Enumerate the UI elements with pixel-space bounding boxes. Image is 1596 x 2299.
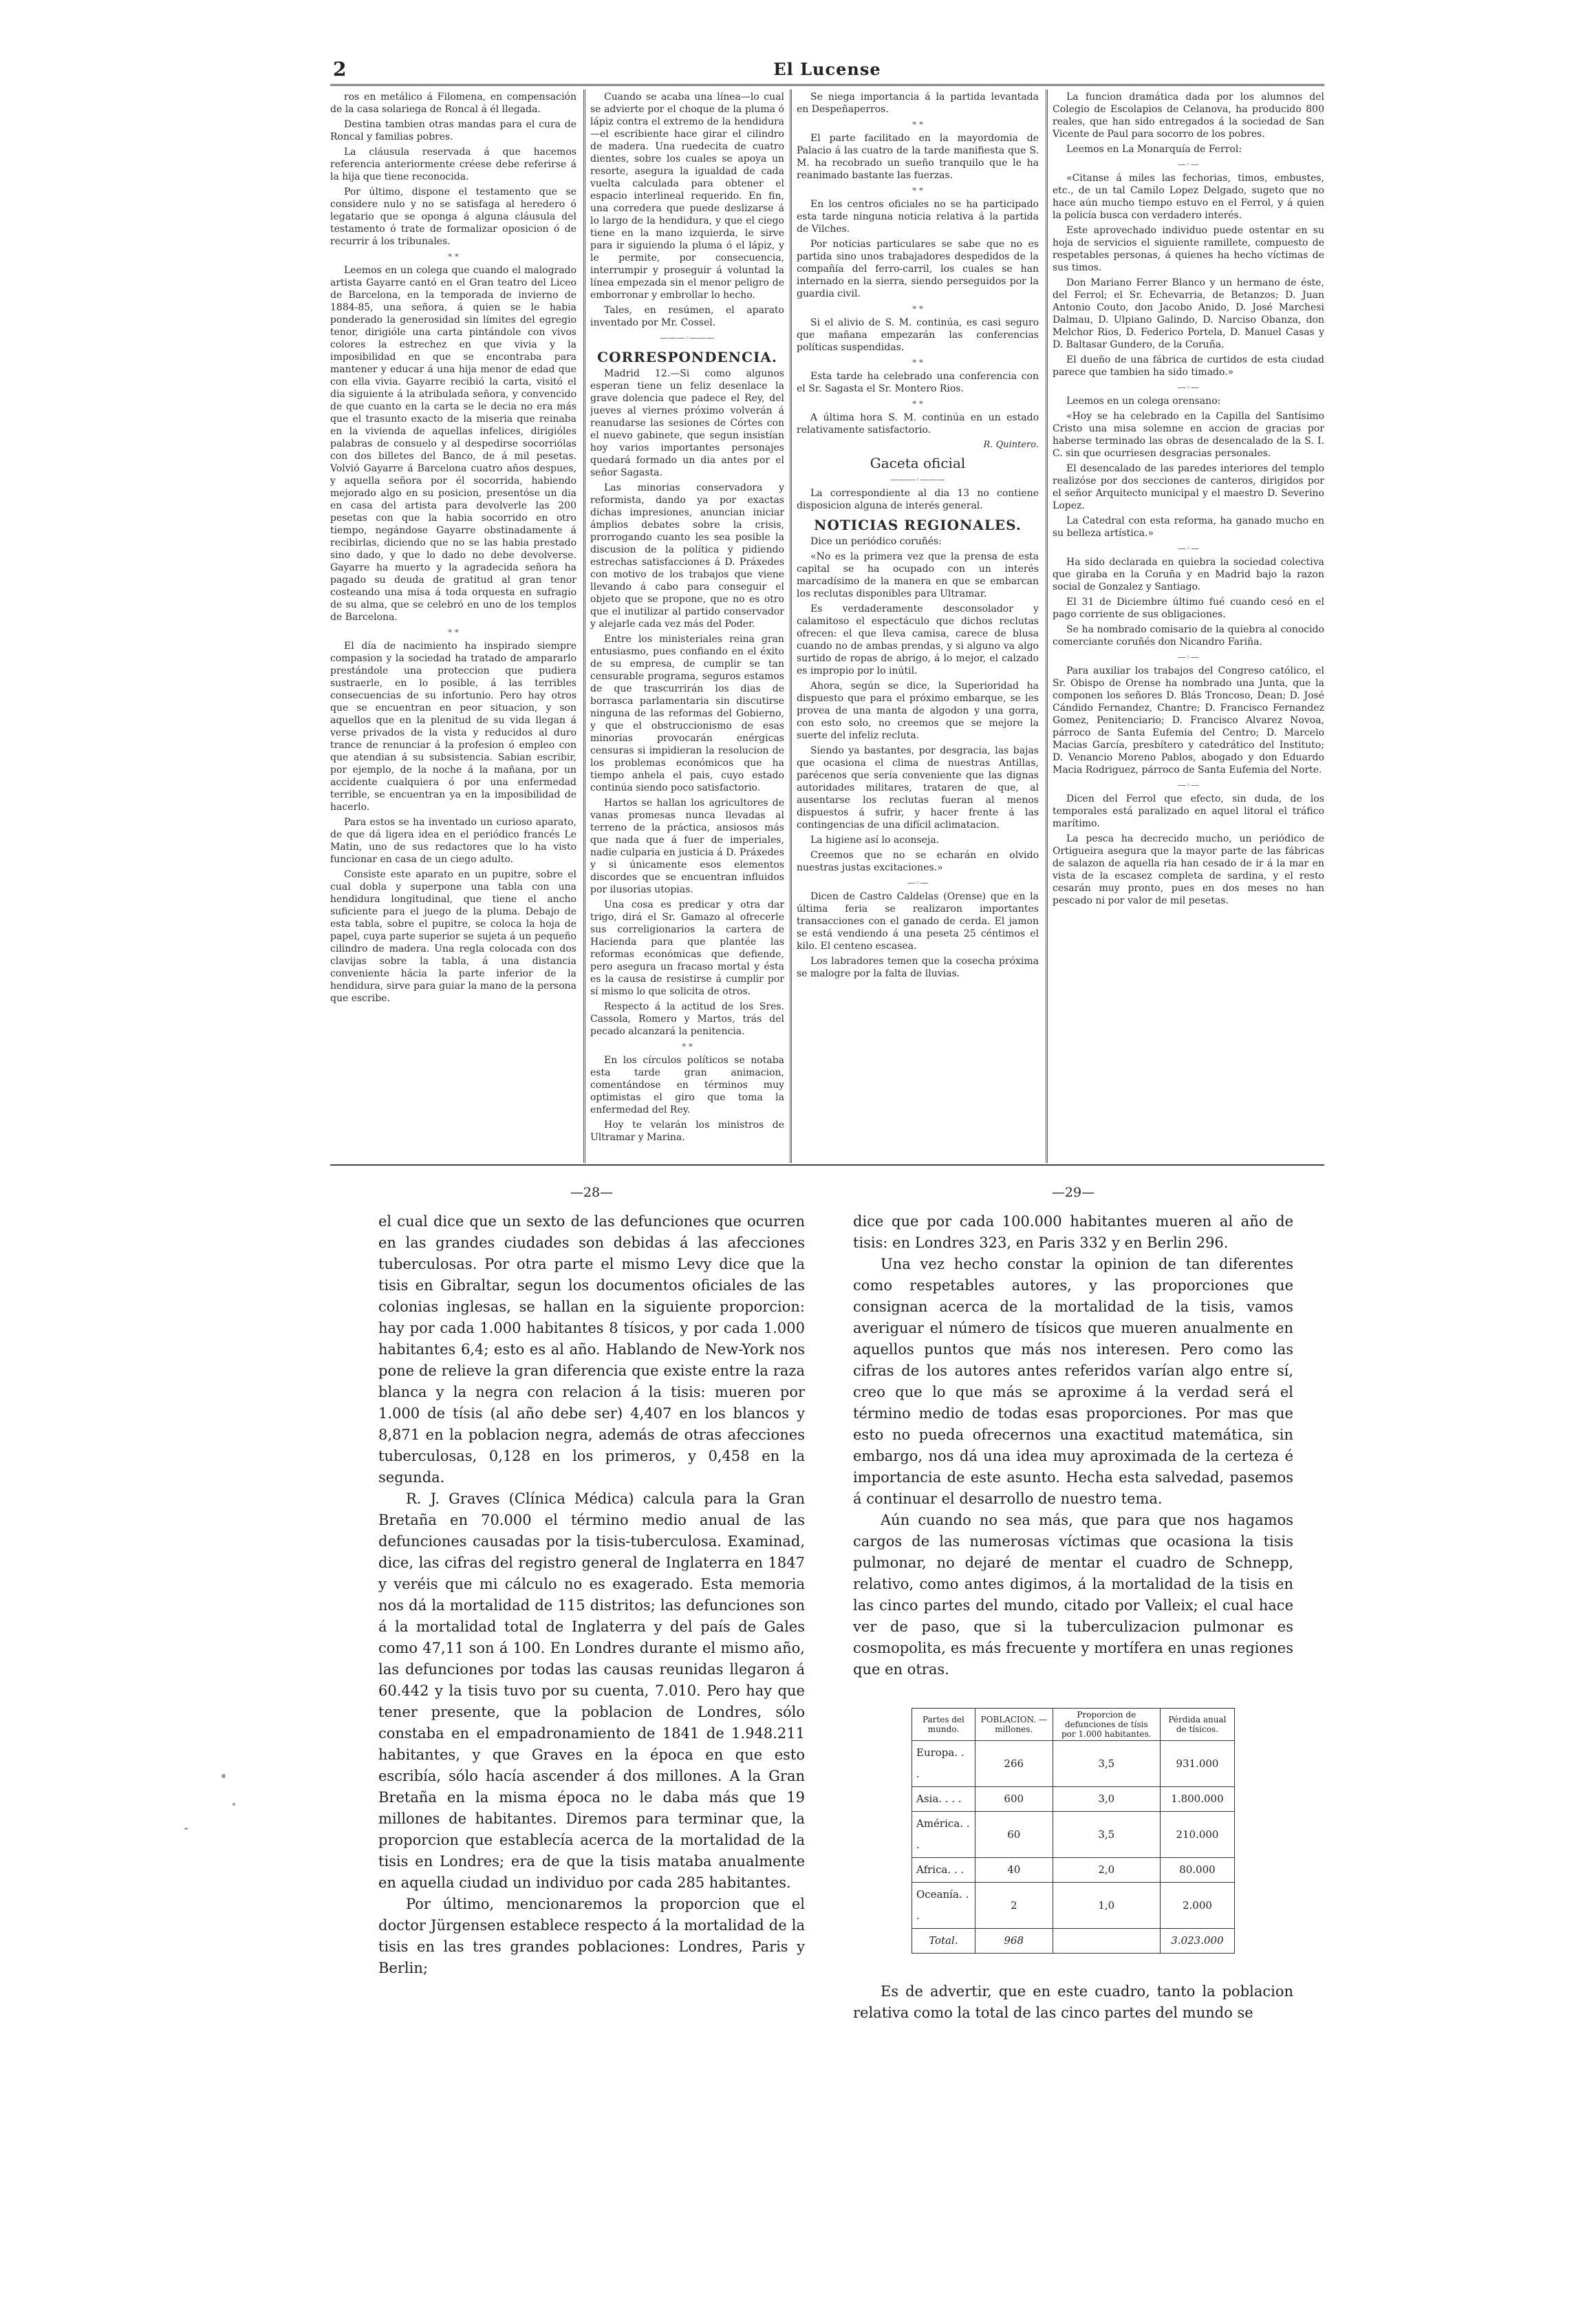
table-cell: 3,0 — [1053, 1787, 1160, 1812]
news-paragraph: Hartos se hallan los agricultores de vanas promesas nunca llevadas al terreno de la práctica, ansiosos más que nada que á fuer de imperiales, nadie culparia en justicia á D. Práxedes y si únicamente esos elementos discordes que se encuentran influidos por ilusorias utopias. — [590, 798, 784, 895]
table-cell: 931.000 — [1160, 1741, 1234, 1787]
newspaper-header — [330, 58, 1324, 81]
table-cell: 600 — [975, 1787, 1053, 1812]
section-title-correspondencia: CORRESPONDENCIA. — [597, 349, 777, 365]
table-header-cell: POBLACION. — millones. — [975, 1709, 1053, 1741]
book-paragraph: Es de advertir, que en este cuadro, tanto la poblacion relativa como la total de las cinco partes del mundo se — [853, 1983, 1293, 2021]
scan-speck — [184, 1828, 188, 1830]
news-paragraph: «Hoy se ha celebrado en la Capilla del Santísimo Cristo una misa solemne en accion de gracias por haberse terminado las obras de desencalado de la S. I. C. sin que ocurriesen desgracias personales. — [1053, 411, 1324, 459]
scan-speck — [233, 1803, 235, 1806]
table-cell: 3.023.000 — [1160, 1929, 1234, 1954]
news-paragraph: Respecto á la actitud de los Sres. Cassola, Romero y Martos, trás del pecado alcanzará la penitencia. — [590, 1001, 784, 1037]
table-row — [912, 1883, 1235, 1929]
table-cell: 80.000 — [1160, 1858, 1234, 1883]
news-paragraph: Leemos en un colega que cuando el malogrado artista Gayarre cantó en el Gran teatro del Liceo de Barcelona, en la temporada de invierno de 1884-85, una señora, á quien se le habia ponderado la generosidad sin límites del egregio tenor, dirigióle una carta pintándole con vivos colores la estrechez en que vivia y la imposibilidad en que se encontraba para mantener y educar á una hija menor de edad que con ella vivia. Gayarre recibió la carta, visitó el dia siguiente á la atribulada señora, y convencido de que cuanto en la carta se le decia no era más que el trasunto exacto de la miseria que reinaba en la vivienda de aquellas infelices, dirigióles palabras de consuelo y al despedirse socorriólas con dos billetes del Banco, de á mil pesetas. Volvió Gayarre á Barcelona cuatro años despues, y aquella señora por él socorrida, habiendo mejorado algo en su posicion, presentóse un dia en casa del artista para devolverle las 200 pesetas con que la habia socorrido en otro tiempo, negándose Gayarre obstinadamente á recibirlas, diciendo que no se las habia prestado sino dado, y que lo dado no debe devolverse. Gayarre ha muerto y la agradecida señora ha pagado su deuda de gratitud al gran tenor costeando una misa á toda orquesta en sufragio de su alma, que se celebró en uno de los templos de Barcelona. — [330, 265, 576, 623]
book-paragraph: Por último, mencionaremos la proporcion que el doctor Jürgensen establece respecto á la mortalidad de la tisis en las tres grandes poblaciones: Londres, Paris y Berlin; — [378, 1896, 805, 1976]
table-cell: 210.000 — [1160, 1812, 1234, 1858]
news-paragraph: El desencalado de las paredes interiores del templo realizóse por dos secciones de canteros, dirigidos por el señor Arquitecto municipal y el maestro D. Severino Lopez. — [1053, 463, 1324, 511]
news-column-3 — [797, 91, 1039, 1159]
news-paragraph: El parte facilitado en la mayordomia de Palacio á las cuatro de la tarde manifiesta que S. M. ha recobrado un sueño tranquilo que le ha reanimado bastante las fuerzas. — [797, 133, 1039, 181]
book-page-right — [853, 1211, 1293, 2174]
table-cell: Total. — [912, 1929, 975, 1954]
news-paragraph: Una cosa es predicar y otra dar trigo, dirá el Sr. Gamazo al ofrecerle sus correligionarios la cartera de Hacienda para que plantée las reformas económicas que defiende, pero asegura un fracaso mortal y ésta es la causa de resistirse á cumplir por sí mismo lo que solicita de otros. — [590, 899, 784, 997]
ornament-rule: ———◦——— — [660, 333, 715, 343]
table-header-cell: Proporcion de defunciones de tísis por 1.000 habitantes. — [1053, 1709, 1160, 1741]
news-paragraph: La Catedral con esta reforma, ha ganado mucho en su belleza artística.» — [1053, 515, 1324, 539]
table-cell: 2 — [975, 1883, 1053, 1929]
correspondent-signature: R. Quintero. — [983, 440, 1039, 450]
news-paragraph: Se ha nombrado comisario de la quiebra al conocido comerciante coruñés don Nicandro Fariña. — [1053, 624, 1324, 648]
separator-stars: * * — [912, 399, 923, 409]
book-paragraph: Aún cuando no sea más, que para que nos hagamos cargos de las numerosas víctimas que ocasiona la tisis pulmonar, no dejaré de mentar el cuadro de Schnepp, relativo, como antes digimos, á la mortalidad de la tisis en las cinco partes del mundo, citado por Valleix; el cual hace ver de paso, que si la tuberculizacion pulmonar es cosmopolita, es más frecuente y mortífera en unas regiones que en otras. — [853, 1512, 1293, 1678]
news-paragraph: Hoy te velarán los ministros de Ultramar y Marina. — [590, 1120, 784, 1143]
ornament-rule: —◦— — [1177, 780, 1200, 790]
news-paragraph: ros en metálico á Filomena, en compensación de la casa solariega de Roncal á él llegada. — [330, 92, 576, 115]
table-cell: América. . . — [912, 1812, 975, 1858]
news-paragraph: En los círculos políticos se notaba esta tarde gran animacion, comentándose en términos muy optimistas el giro que toma la enfermedad del Rey. — [590, 1055, 784, 1115]
ornament-rule: —◦— — [1177, 544, 1200, 553]
ornament-rule: —◦— — [1177, 652, 1200, 662]
table-cell: 60 — [975, 1812, 1053, 1858]
tisis-mortality-table — [912, 1708, 1235, 1954]
table-cell: Africa. . . — [912, 1858, 975, 1883]
news-paragraph: Por último, dispone el testamento que se considere nulo y no se satisfaga al heredero ó legatario que se oponga á alguna cláusula del testamento ó trate de formalizar oposicion ó de recurrir á los tribunales. — [330, 186, 576, 247]
table-cell: 3,5 — [1053, 1741, 1160, 1787]
book-page-left — [378, 1211, 805, 2106]
separator-stars: * * — [912, 186, 923, 195]
table-row — [912, 1741, 1235, 1787]
news-paragraph: Siendo ya bastantes, por desgracia, las bajas que ocasiona el clima de nuestras Antillas, parécenos que sería conveniente que las dignas autoridades militares, trataren de que, al ausentarse los reclutas fueran al menos dispuestos á sufrir, y hacer frente á las contingencias de una difícil aclimatacion. — [797, 745, 1039, 831]
ornament-rule: —◦— — [907, 878, 929, 888]
separator-stars: * * — [682, 1042, 693, 1051]
table-row — [912, 1787, 1235, 1812]
header-rule — [330, 84, 1324, 86]
news-paragraph: La correspondiente al dia 13 no contiene disposicion alguna de interés general. — [797, 488, 1039, 511]
table-cell: 266 — [975, 1741, 1053, 1787]
masthead: El Lucense — [773, 59, 881, 79]
news-paragraph: Por noticias particulares se sabe que no es partida sino unos trabajadores despedidos de la compañía del ferro-carril, los cuales se han internado en la sierra, siendo perseguidos por la guardia civil. — [797, 239, 1039, 299]
section-title-regionales: NOTICIAS REGIONALES. — [814, 517, 1022, 533]
separator-stars: * * — [448, 628, 459, 637]
news-paragraph: Dicen de Castro Caldelas (Orense) que en la última feria se realizaron importantes transacciones con el ganado de cerda. El jamon se está vendiendo á una peseta 25 céntimos el kilo. El centeno escasea. — [797, 891, 1039, 952]
ornament-rule: —◦— — [1177, 383, 1200, 392]
news-paragraph: «No es la primera vez que la prensa de esta capital se ha ocupado con un interés marcadísimo de la manera en que se embarcan los reclutas disponibles para Ultramar. — [797, 551, 1039, 599]
news-paragraph: Ahora, según se dice, la Superioridad ha dispuesto que para el próximo embarque, se les provea de una manta de algodon y una gorra, con esto solo, no creemos que se mejore la suerte del infeliz recluta. — [797, 681, 1039, 741]
news-paragraph: En los centros oficiales no se ha participado esta tarde ninguna noticia relativa á la partida de Vilches. — [797, 199, 1039, 235]
news-paragraph: La cláusula reservada á que hacemos referencia anteriormente créese debe referirse á la hija que tiene reconocida. — [330, 147, 576, 182]
news-paragraph: Leemos en un colega orensano: — [1066, 396, 1221, 407]
separator-stars: * * — [448, 252, 459, 261]
book-page-number-right: —29— — [1051, 1185, 1095, 1200]
news-column-2 — [590, 91, 784, 1159]
table-row — [912, 1812, 1235, 1858]
table-cell: Asia. . . . — [912, 1787, 975, 1812]
table-row — [912, 1858, 1235, 1883]
news-paragraph: Leemos en La Monarquía de Ferrol: — [1066, 144, 1242, 155]
book-paragraph: el cual dice que un sexto de las defunciones que ocurren en las grandes ciudades son debidas á las afecciones tuberculosas. Por otra parte el mismo Levy dice que la tisis en Gibraltar, segun los documentos oficiales de las colonias inglesas, se hallan en la siguiente proporcion: hay por cada 1.000 habitantes 8 tísicos, y por cada 1.000 habitantes 6,4; esto es al año. Hablando de New-York nos pone de relieve la gran diferencia que existe entre la raza blanca y la negra con relacion á la tisis: mueren por 1.000 de tísis (al año debe ser) 4,407 en los blancos y 8,871 en la poblacion negra, además de otras afecciones tuberculosas, 0,128 en los primeros, y 0,458 en la segunda. — [378, 1213, 805, 1486]
scan-speck — [222, 1774, 226, 1778]
table-cell: 40 — [975, 1858, 1053, 1883]
news-paragraph: A última hora S. M. continúa en un estado relativamente satisfactorio. — [797, 412, 1039, 436]
table-header-row — [912, 1709, 1235, 1741]
news-paragraph: El 31 de Diciembre último fué cuando cesó en el pago corriente de sus obligaciones. — [1053, 597, 1324, 620]
separator-stars: * * — [912, 304, 923, 314]
book-paragraph: R. J. Graves (Clínica Médica) calcula para la Gran Bretaña en 70.000 el término medio anual de las defunciones causadas por la tisis-tuberculosa. Examinad, dice, las cifras del registro general de Inglaterra en 1847 y veréis que mi cálculo no es exagerado. Esta memoria nos dá la mortalidad de 115 distritos; las defunciones son á la mortalidad total de Inglaterra y del país de Gales como 47,11 son á 100. En Londres durante el mismo año, las defunciones por todas las causas reunidas llegaron á 60.442 y la tisis tuvo por su cuenta, 7.010. Pero hay que tener presente, que la poblacion de Londres, sólo constaba en el empadronamiento de 1841 de 1.948.211 habitantes, y que Graves en la época en que esto escribía, sólo hacía ascender á dos millones. A la Gran Bretaña en la misma época no le daba más que 19 millones de habitantes. Diremos para terminar que, la proporcion que establecía acerca de la mortalidad de la tisis en Londres; era de que la tisis mataba anualmente en aquella ciudad un individuo por cada 285 habitantes. — [378, 1490, 805, 1891]
book-page-number-left: —28— — [570, 1185, 614, 1200]
news-paragraph: Consiste este aparato en un pupitre, sobre el cual dobla y superpone una tabla con una hendidura longitudinal, que tiene el ancho suficiente para el juego de la pluma. Debajo de esta tabla, sobre el pupitre, se coloca la hoja de papel, cuya parte superior se sujeta á un pequeño cilindro de madera. Una regla colocada con dos clavijas sobre la tabla, á una distancia conveniente hácia la parte inferior de la hendidura, sirve para guiar la mano de la persona que escribe. — [330, 869, 576, 1004]
news-paragraph: Esta tarde ha celebrado una conferencia con el Sr. Sagasta el Sr. Montero Rios. — [797, 371, 1039, 394]
news-paragraph: Dicen del Ferrol que efecto, sin duda, de los temporales está paralizado en aquel litoral el tráfico marítimo. — [1053, 793, 1324, 829]
separator-stars: * * — [912, 358, 923, 367]
book-paragraph: Una vez hecho constar la opinion de tan diferentes como respetables autores, y las proporciones que consignan acerca de la mortalidad de la tisis, vamos averiguar el número de tísicos que mueren anualmente en aquellos puntos que más nos interesen. Pero como las cifras de los autores antes referidos varían algo entre sí, creo que lo que más se aproxime á la verdad será el término medio de todas esas proporciones. Por mas que esto no pueda ofrecernos una exactitud matemática, sin embargo, nos dá una idea muy aproximada de la certeza é importancia de este asunto. Hecha esta salvedad, pasemos á continuar el desarrollo de nuestro tema. — [853, 1256, 1293, 1507]
news-paragraph: Cuando se acaba una línea—lo cual se advierte por el choque de la pluma ó lápiz contra el extremo de la hendidura—el escribiente hace girar el cilindro de madera. Una ruedecita de cuatro dientes, sobre los cuales se apoya un resorte, asegura la igualdad de cada vuelta calculada para obtener el espacio interlineal requerido. En fin, una corredera que puede deslizarse á lo largo de la hendidura, y que el ciego tiene en la mano izquierda, le sirve para ir siguiendo la pluma ó el lápiz, y le permite, por consecuencia, interrumpir y proseguir á voluntad la línea empezada sin el menor peligro de emborronar y embrollar lo hecho. — [590, 92, 784, 301]
table-cell — [1053, 1929, 1160, 1954]
newspaper-page-number: 2 — [333, 58, 347, 81]
section-title-gaceta: Gaceta oficial — [870, 455, 966, 471]
ornament-rule: ———◦——— — [890, 475, 945, 484]
news-paragraph: Los labradores temen que la cosecha próxima se malogre por la falta de lluvias. — [797, 956, 1039, 979]
column-divider — [1046, 89, 1048, 1163]
news-paragraph: Creemos que no se echarán en olvido nuestras justas excitaciones.» — [797, 850, 1039, 873]
table-cell: 1,0 — [1053, 1883, 1160, 1929]
table-cell: 1.800.000 — [1160, 1787, 1234, 1812]
news-paragraph: «Citanse á miles las fechorias, timos, embustes, etc., de un tal Camilo Lopez Delgado, sugeto que no hace aún mucho tiempo estuvo en el Ferrol, y á quien la policía busca con verdadero interés. — [1053, 173, 1324, 221]
table-header-cell: Pérdida anual de tísicos. — [1160, 1709, 1234, 1741]
news-paragraph: Ha sido declarada en quiebra la sociedad colectiva que giraba en la Coruña y en Madrid bajo la razon social de Gonzalez y Santiago. — [1053, 557, 1324, 592]
news-paragraph: Para auxiliar los trabajos del Congreso católico, el Sr. Obispo de Orense ha nombrado una Junta, que la componen los señores D. Blás Troncoso, Dean; D. José Cándido Fernandez, Chantre; D. Francisco Fernandez Gomez, Penitenciario; D. Francisco Alvarez Novoa, párroco de Santa Eufemia del Centro; D. Marcelo Macias García, presbítero y catedrático del Instituto; D. Venancio Moreno Pablos, abogado y don Eduardo Macia Rodriguez, párroco de Santa Eufemia del Norte. — [1053, 665, 1324, 776]
news-column-1 — [330, 91, 576, 1159]
news-paragraph: Madrid 12.—Si como algunos esperan tiene un feliz desenlace la grave dolencia que padece el Rey, del jueves al viernes próximo volverán á reanudarse las sesiones de Córtes con el nuevo gabinete, que segun insistían hoy varios importantes personajes quedará formado un dia antes por el señor Sagasta. — [590, 368, 784, 478]
book-paragraph: dice que por cada 100.000 habitantes mueren al año de tisis: en Londres 323, en Paris 332 y en Berlin 296. — [853, 1213, 1293, 1251]
news-paragraph: Para estos se ha inventado un curioso aparato, de que dá ligera idea en el periódico francés Le Matin, uno de sus redactores que lo ha visto funcionar en casa de un ciego adulto. — [330, 817, 576, 865]
table-total-row — [912, 1929, 1235, 1954]
newspaper-bottom-rule — [330, 1164, 1324, 1166]
news-paragraph: La funcion dramática dada por los alumnos del Colegio de Escolapios de Celanova, ha producido 800 reales, que han sido entregados á la sociedad de San Vicente de Paul para socorro de los pobres. — [1053, 92, 1324, 140]
table-header-cell: Partes del mundo. — [912, 1709, 975, 1741]
separator-stars: * * — [912, 120, 923, 129]
news-paragraph: Las minorias conservadora y reformista, dando ya por exactas dichas impresiones, anuncian iniciar ámplios debates sobre la crisis, prorrogando cuanto les sea posible la discusion de la política y pidiendo estrechas satisfacciones á D. Práxedes con motivo de los trabajos que viene llevando á cabo para conseguir el objeto que se propone, que no es otro que el inutilizar al partido conservador y alejarle cada vez más del Poder. — [590, 482, 784, 630]
news-paragraph: La pesca ha decrecido mucho, un periódico de Ortigueira asegura que la mayor parte de las fábricas de salazon de aquella ria han cesado de ir á la mar en vista de la escasez completa de sardina, y el resto cesarán muy pronto, pues en dos meses no han pescado ni por valor de mil pesetas. — [1053, 833, 1324, 906]
news-column-4 — [1053, 91, 1324, 1159]
news-paragraph: Tales, en resúmen, el aparato inventado por Mr. Cossel. — [590, 305, 784, 328]
news-paragraph: La higiene así lo aconseja. — [810, 835, 940, 846]
news-paragraph: Es verdaderamente desconsolador y calamitoso el espectáculo que dichos reclutas ofrecen: el que lleva camisa, carece de blusa cuando no de ambas prendas, y si alguno va algo surtido de ropas de abrigo, á lo mejor, el calzado es impropio por lo inútil. — [797, 603, 1039, 676]
news-paragraph: Si el alivio de S. M. continúa, es casi seguro que mañana empezarán las conferencias políticas suspendidas. — [797, 317, 1039, 353]
table-cell: Europa. . . — [912, 1741, 975, 1787]
news-paragraph: Dice un periódico coruñés: — [810, 536, 942, 547]
column-divider — [790, 89, 792, 1163]
column-divider — [583, 89, 585, 1163]
table-cell: 968 — [975, 1929, 1053, 1954]
table-cell: 3,5 — [1053, 1812, 1160, 1858]
table-cell: Oceanía. . . — [912, 1883, 975, 1929]
news-paragraph: El dueño de una fábrica de curtidos de esta ciudad parece que tambien ha sido timado.» — [1053, 354, 1324, 378]
news-paragraph: Este aprovechado individuo puede ostentar en su hoja de servicios el siguiente ramillete, compuesto de respetables personas, á quienes ha hecho víctimas de sus timos. — [1053, 225, 1324, 273]
news-paragraph: El día de nacimiento ha inspirado siempre compasion y la sociedad ha tratado de ampararlo prestándole una proteccion que pudiera sustraerle, en lo posible, á las terribles consecuencias de su infortunio. Pero hay otros que se encuentran en peor situacion, y son aquellos que en la plenitud de su vida llegan á verse privados de la vista y reducidos al duro trance de renunciar á la profesion ó empleo con que atendian á su subsistencia. Sabian escribir, por ejemplo, de la noche á la mañana, por un accidente cualquiera ó por una enfermedad terrible, se encuentran ya en la imposibilidad de hacerlo. — [330, 641, 576, 813]
news-paragraph: Entre los ministeriales reina gran entusiasmo, pues confiando en el éxito de su empresa, de cumplir se tan censurable programa, seguros estamos de que trascurrirán los dias de borrasca parlamentaria sin discutirse ninguna de las reformas del Gobierno, y que el obstruccionismo de esas minorias provocarán enérgicas censuras si impidieran la resolucion de los problemas económicos que ha tiempo anhela el pais, cuyo estado continúa siendo poco satisfactorio. — [590, 634, 784, 793]
ornament-rule: —◦— — [1177, 160, 1200, 169]
table-cell: 2,0 — [1053, 1858, 1160, 1883]
news-paragraph: Destina tambien otras mandas para el cura de Roncal y familias pobres. — [330, 119, 576, 142]
news-paragraph: Don Mariano Ferrer Blanco y un hermano de éste, del Ferrol; el Sr. Echevarria, de Betanzos; D. Juan Antonio Couto, don Jacobo Anido, D. José Marchesi Dalmau, D. Ulpiano Galindo, D. Narciso Obanza, don Melchor Rios, D. Federico Portela, D. Manuel Casas y D. Baltasar Gundero, de la Coruña. — [1053, 277, 1324, 350]
table-cell: 2.000 — [1160, 1883, 1234, 1929]
news-paragraph: Se niega importancia á la partida levantada en Despeñaperros. — [797, 92, 1039, 115]
